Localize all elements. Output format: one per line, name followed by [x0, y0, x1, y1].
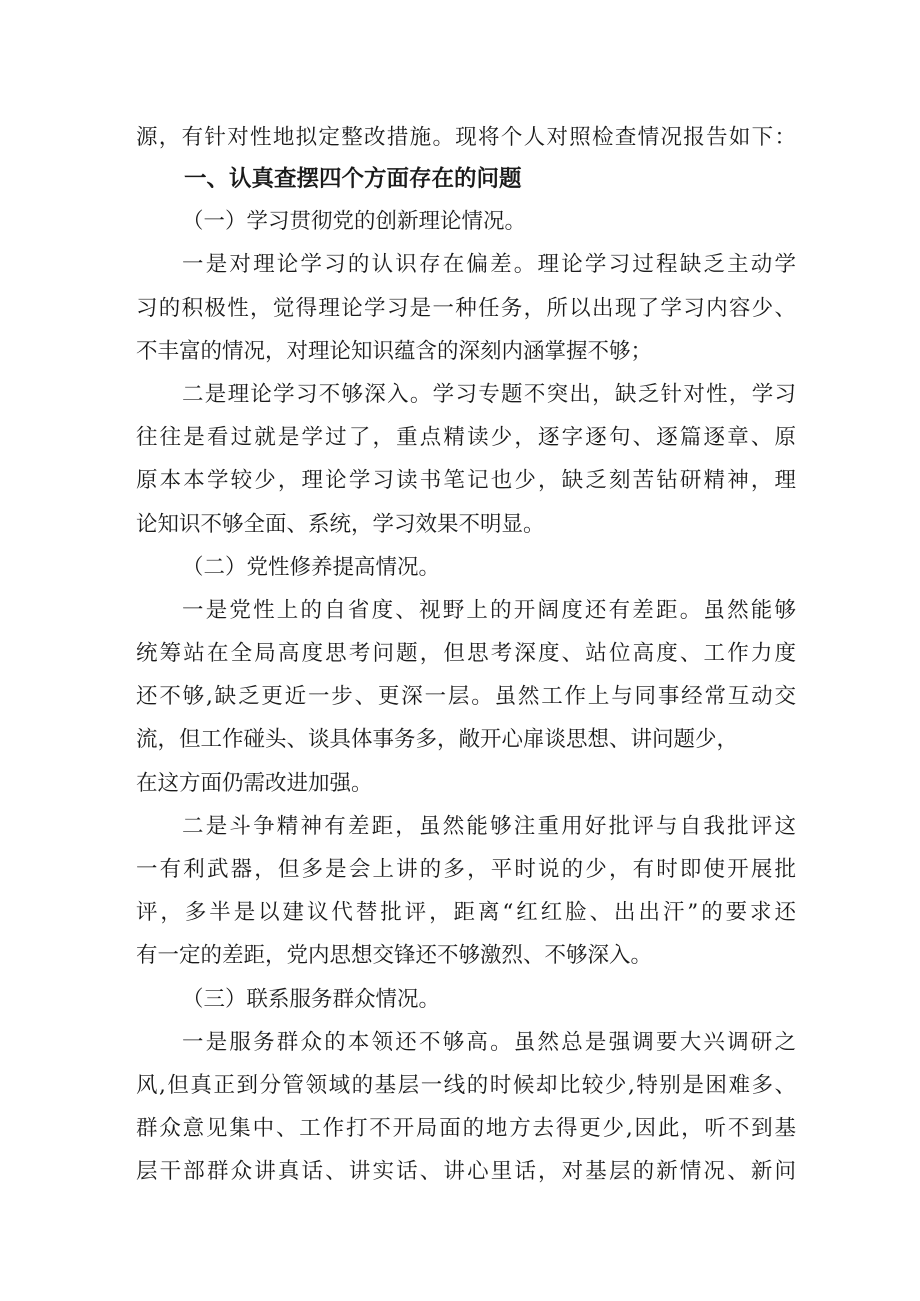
section-heading: 一、认真查摆四个方面存在的问题	[184, 166, 522, 193]
paragraph-line: 二是斗争精神有差距，虽然能够注重用好批评与自我批评这	[182, 813, 796, 839]
paragraph-line: 源，有针对性地拟定整改措施。现将个人对照检查情况报告如下：	[136, 125, 796, 150]
paragraph-line: 群众意见集中、工作打不开局面的地方去得更少,因此，听不到基	[136, 1116, 796, 1142]
subsection-heading: （三）联系服务群众情况。	[182, 986, 441, 1012]
paragraph-line: 一是服务群众的本领还不够高。虽然总是强调要大兴调研之	[182, 1029, 796, 1055]
document-body	[136, 116, 796, 1194]
paragraph-line: 一有利武器，但多是会上讲的多，平时说的少，有时即使开展批	[136, 857, 796, 882]
paragraph-line: 习的积极性，觉得理论学习是一种任务，所以出现了学习内容少、	[136, 295, 796, 321]
subsection-heading: （二）党性修养提高情况。	[182, 554, 441, 580]
paragraph-line: 统筹站在全局高度思考问题，但思考深度、站位高度、工作力度	[136, 641, 796, 667]
paragraph-line: 论知识不够全面、系统，学习效果不明显。	[136, 511, 545, 537]
subsection-heading: （一）学习贯彻党的创新理论情况。	[182, 209, 527, 235]
paragraph-line: 二是理论学习不够深入。学习专题不突出，缺乏针对性，学习	[182, 381, 796, 407]
paragraph-line: 一是对理论学习的认识存在偏差。理论学习过程缺乏主动学	[182, 252, 796, 278]
paragraph-line: 原本本学较少，理论学习读书笔记也少，缺乏刻苦钻研精神，理	[136, 468, 796, 494]
paragraph-line: 往往是看过就是学过了，重点精读少，逐字逐句、逐篇逐章、原	[136, 425, 796, 451]
paragraph-line: 不丰富的情况，对理论知识蕴含的深刻内涵掌握不够；	[136, 338, 653, 364]
paragraph-line: 风,但真正到分管领域的基层一线的时候却比较少,特别是困难多、	[136, 1072, 796, 1098]
paragraph-line: 一是党性上的自省度、视野上的开阔度还有差距。虽然能够	[182, 597, 796, 623]
paragraph-line: 层干部群众讲真话、讲实话、讲心里话，对基层的新情况、新问	[136, 1159, 796, 1185]
paragraph-line: 还不够,缺乏更近一步、更深一层。虽然工作上与同事经常互动交	[136, 684, 796, 710]
paragraph-line: 评，多半是以建议代替批评，距离“红红脸、出出汗”的要求还	[136, 900, 796, 926]
paragraph-line: 流，但工作碰头、谈具体事务多，敞开心扉谈思想、讲问题少，	[136, 727, 739, 753]
paragraph-line: 有一定的差距，党内思想交锋还不够激烈、不够深入。	[136, 943, 653, 969]
paragraph-line: 在这方面仍需改进加强。	[136, 770, 373, 796]
